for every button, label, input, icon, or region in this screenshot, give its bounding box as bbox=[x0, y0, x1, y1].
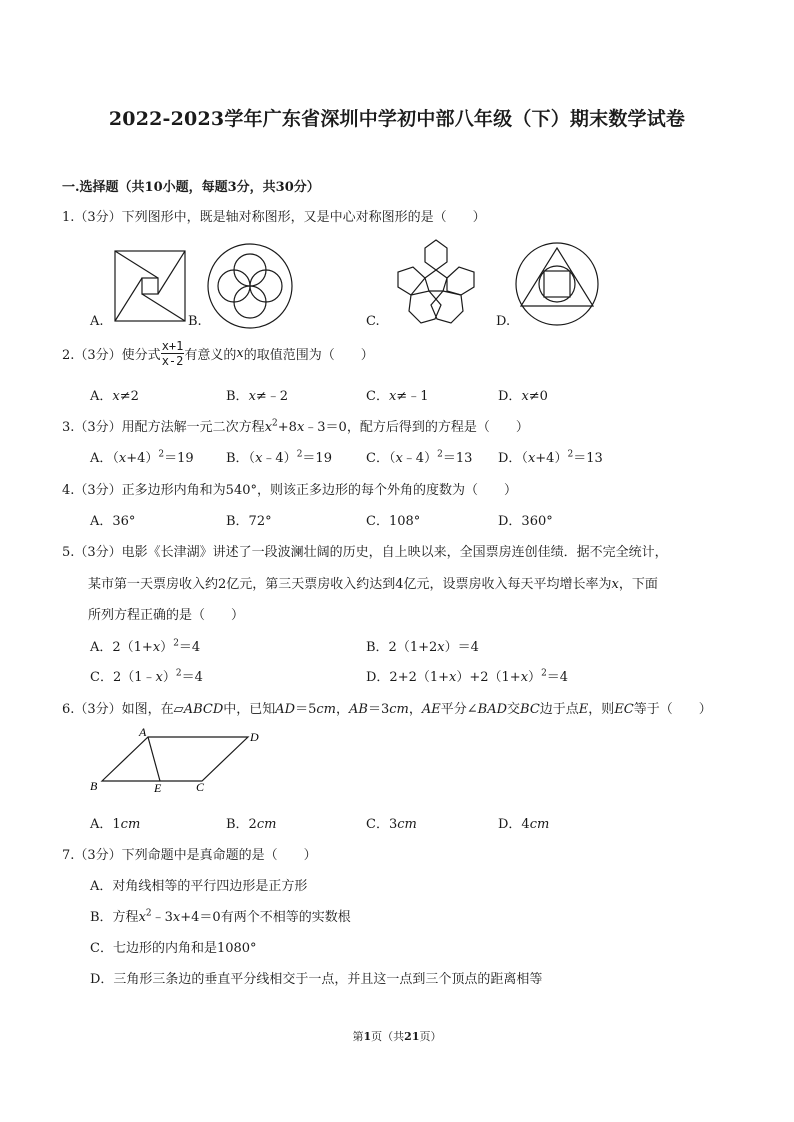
question-6-option-b: B．2cm bbox=[226, 817, 277, 832]
question-5-line-2: 某市第一天票房收入约2亿元，第三天票房收入约达到4亿元，设票房收入每天平均增长率为x，下面 bbox=[88, 577, 658, 592]
question-2-option-b: B．x≠﹣2 bbox=[226, 389, 289, 404]
question-2-suffix-b: 的取值范围为（ ） bbox=[243, 348, 374, 363]
question-5-line-3: 所列方程正确的是（ ） bbox=[88, 608, 245, 623]
vertex-label-d: D bbox=[250, 730, 259, 744]
question-3-option-d: D．$(x+4)^2=13$ bbox=[498, 449, 603, 466]
question-3-stem: 3.（3分）用配方法解一元二次方程$x^2+8x﹣3=0$，配方后得到的方程是（ ） bbox=[62, 418, 529, 435]
question-7-option-b: B．方程$x^2﹣3x+4=0$有两个不相等的实数根 bbox=[90, 908, 351, 925]
question-1-option-a-label: A. bbox=[90, 314, 104, 329]
parallelogram-figure bbox=[84, 724, 274, 796]
question-1-option-b-label: B. bbox=[188, 314, 202, 329]
question-5-option-d: D．$2+2(1+x)+2(1+x)^2=4$ bbox=[366, 668, 569, 685]
question-3-option-b: B．（x﹣4）$^2$＝19 bbox=[226, 449, 332, 466]
figure-d-circle-triangle-square bbox=[513, 240, 601, 328]
question-6-option-d: D．4cm bbox=[498, 817, 550, 832]
figure-c-pentagons bbox=[385, 237, 487, 327]
question-4-option-b: B．72° bbox=[226, 514, 272, 529]
question-2-fraction bbox=[161, 339, 185, 368]
figure-b-four-circles bbox=[205, 241, 295, 331]
fraction-denominator: x-2 bbox=[161, 354, 184, 368]
question-4-option-d: D．360° bbox=[498, 514, 553, 529]
point-label-e: E bbox=[154, 781, 162, 795]
question-3-option-a: A．$(x+4)^2=19$ bbox=[90, 449, 194, 466]
vertex-label-c: C bbox=[196, 780, 205, 794]
question-5-line-1: 5.（3分）电影《长津湖》讲述了一段波澜壮阔的历史，自上映以来，全国票房连创佳绩．据不完全统计， bbox=[62, 545, 668, 560]
question-4-stem: 4.（3分）正多边形内角和为540°，则该正多边形的每个外角的度数为（ ） bbox=[62, 483, 517, 498]
question-3-option-c: C．（x﹣4）$^2$＝13 bbox=[366, 449, 473, 466]
figure-a-square-pinwheel bbox=[110, 246, 190, 324]
question-1-option-d-label: D. bbox=[496, 314, 511, 329]
question-5-option-b: B．2（1+2x）＝4 bbox=[366, 640, 479, 655]
question-2-option-a: A．x≠2 bbox=[90, 389, 139, 404]
question-2-var: x bbox=[236, 346, 244, 361]
question-6-option-a: A．1cm bbox=[90, 817, 141, 832]
question-1-stem: 1.（3分）下列图形中，既是轴对称图形，又是中心对称图形的是（ ） bbox=[62, 210, 486, 225]
vertex-label-a: A bbox=[139, 725, 147, 739]
question-7-stem: 7.（3分）下列命题中是真命题的是（ ） bbox=[62, 848, 317, 863]
vertex-label-b: B bbox=[90, 779, 98, 793]
question-7-option-a: A．对角线相等的平行四边形是正方形 bbox=[90, 879, 308, 894]
question-2-stem bbox=[62, 339, 374, 368]
question-5-option-c: C．2（1﹣x）$^2$＝4 bbox=[90, 668, 203, 685]
question-2-suffix-a: 有意义的 bbox=[184, 348, 237, 363]
question-6-option-c: C．3cm bbox=[366, 817, 417, 832]
question-6-stem: 6.（3分）如图，在▱ABCD中，已知AD＝5cm，AB＝3cm，AE平分∠BAD交BC边于点E，则EC等于（ ） bbox=[62, 702, 712, 717]
question-7-option-c: C．七边形的内角和是1080° bbox=[90, 941, 257, 956]
question-2-option-c: C．x≠﹣1 bbox=[366, 389, 429, 404]
question-5-option-a: A．$2(1+x)^2=4$ bbox=[90, 638, 201, 655]
section-heading: 一.选择题（共10小题，每题3分，共30分） bbox=[62, 180, 320, 195]
question-4-option-a: A．36° bbox=[90, 514, 136, 529]
page-total: 21 bbox=[404, 1030, 420, 1043]
fraction-numerator: x+1 bbox=[161, 339, 184, 353]
question-4-option-c: C．108° bbox=[366, 514, 421, 529]
page-footer: 第1页（共21页） bbox=[352, 1030, 442, 1043]
page-number: 1 bbox=[363, 1030, 372, 1043]
question-2-prefix: 2.（3分）使分式 bbox=[62, 348, 161, 363]
question-7-option-d: D．三角形三条边的垂直平分线相交于一点，并且这一点到三个顶点的距离相等 bbox=[90, 972, 543, 987]
exam-title: 2022-2023学年广东省深圳中学初中部八年级（下）期末数学试卷 bbox=[108, 108, 686, 130]
question-1-option-c-label: C. bbox=[366, 314, 380, 329]
question-2-option-d: D．x≠0 bbox=[498, 389, 548, 404]
